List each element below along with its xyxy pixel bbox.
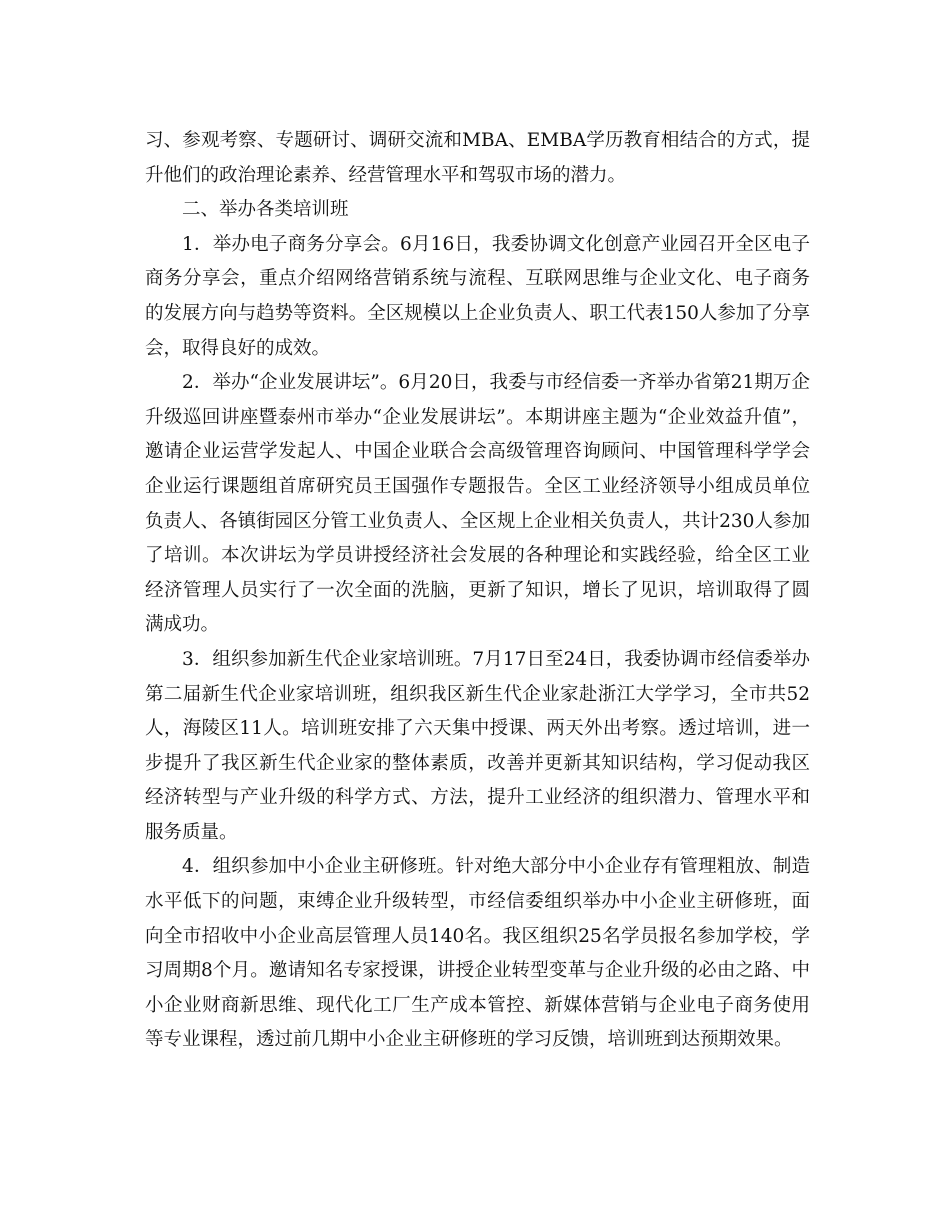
paragraph-ecommerce-sharing: 1．举办电子商务分享会。6月16日，我委协调文化创意产业园召开全区电子商务分享会，重点介绍网络营销系统与流程、互联网思维与企业文化、电子商务的发展方向与趋势等资料。全区规模以上企业负责人、职工代表150人参加了分享会，取得良好的成效。 xyxy=(145,233,810,359)
section-heading: 二、举办各类培训班 xyxy=(182,199,349,221)
paragraph-enterprise-forum: 2．举办“企业发展讲坛”。6月20日，我委与市经信委一齐举办省第21期万企升级巡回讲座暨泰州市举办“企业发展讲坛”。本期讲座主题为“企业效益升值”，邀请企业运营学发起人、中国企业联合会高级管理咨询顾问、中国管理科学学会企业运行课题组首席研究员王国强作专题报告。全区工业经济领导小组成员单位负责人、各镇街园区分管工业负责人、全区规上企业相关负责人，共计230人参加了培训。本次讲坛为学员讲授经济社会发展的各种理论和实践经验，给全区工业经济管理人员实行了一次全面的洗脑，更新了知识，增长了见识，培训取得了圆满成功。 xyxy=(145,372,810,636)
document-body xyxy=(145,124,810,1058)
paragraph-continuation: 习、参观考察、专题研讨、调研交流和MBA、EMBA学历教育相结合的方式，提升他们的政治理论素养、经营管理水平和驾驭市场的潜力。 xyxy=(145,130,810,186)
paragraph-new-generation-training: 3．组织参加新生代企业家培训班。7月17日至24日，我委协调市经信委举办第二届新生代企业家培训班，组织我区新生代企业家赴浙江大学学习，全市共52人，海陵区11人。培训班安排了六天集中授课、两天外出考察。透过培训，进一步提升了我区新生代企业家的整体素质，改善并更新其知识结构，学习促动我区经济转型与产业升级的科学方式、方法，提升工业经济的组织潜力、管理水平和服务质量。 xyxy=(145,648,810,843)
paragraph-sme-seminar: 4．组织参加中小企业主研修班。针对绝大部分中小企业存有管理粗放、制造水平低下的问题，束缚企业升级转型，市经信委组织举办中小企业主研修班，面向全市招收中小企业高层管理人员140名。我区组织25名学员报名参加学校，学习周期8个月。邀请知名专家授课，讲授企业转型变革与企业升级的必由之路、中小企业财商新思维、现代化工厂生产成本管控、新媒体营销与企业电子商务使用等专业课程，透过前几期中小企业主研修班的学习反馈，培训班到达预期效果。 xyxy=(145,856,810,1051)
